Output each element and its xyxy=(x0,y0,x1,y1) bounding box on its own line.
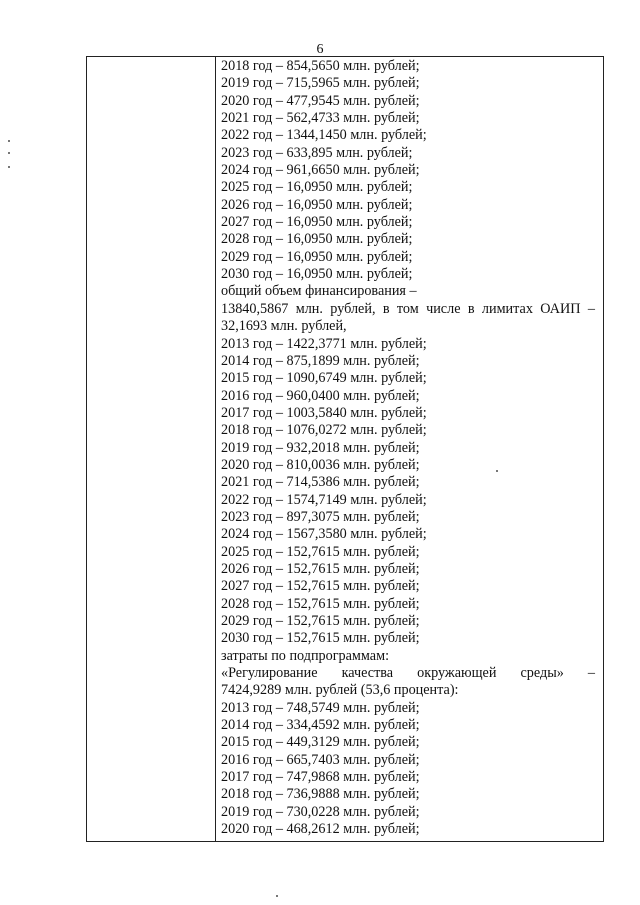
year-amount-line: 2025 год – 152,7615 млн. рублей; xyxy=(221,543,420,560)
year-amount-line: 2018 год – 736,9888 млн. рублей; xyxy=(221,786,420,803)
oaip-amount-line: 32,1693 млн. рублей, xyxy=(221,318,347,335)
year-amount-line: 2019 год – 932,2018 млн. рублей; xyxy=(221,439,420,456)
year-amount-line: 2029 год – 152,7615 млн. рублей; xyxy=(221,613,420,629)
subprograms-heading: затраты по подпрограммам: xyxy=(221,647,390,664)
year-amount-line: 2020 год – 477,9545 млн. рублей; xyxy=(221,92,420,109)
scan-mark xyxy=(276,895,278,897)
year-amount-line: 2022 год – 1574,7149 млн. рублей; xyxy=(221,491,427,508)
year-amount-line: 2030 год – 16,0950 млн. рублей; xyxy=(221,266,413,283)
subprogram-title: «Регулирование качества окружающей среды» – xyxy=(221,665,595,682)
year-amount-line: 2017 год – 1003,5840 млн. рублей; xyxy=(221,404,427,421)
year-amount-line: 2021 год – 714,5386 млн. рублей; xyxy=(221,474,420,491)
year-amount-line: 2013 год – 1422,3771 млн. рублей; xyxy=(221,335,427,352)
scan-mark xyxy=(496,470,498,472)
year-amount-line: 2030 год – 152,7615 млн. рублей; xyxy=(221,630,420,647)
year-amount-line: 2025 год – 16,0950 млн. рублей; xyxy=(221,179,413,196)
year-amount-line: 2014 год – 875,1899 млн. рублей; xyxy=(221,352,420,369)
year-amount-line: 2023 год – 897,3075 млн. рублей; xyxy=(221,508,420,525)
year-amount-line: 2024 год – 1567,3580 млн. рублей; xyxy=(221,526,427,543)
year-amount-line: 2028 год – 152,7615 млн. рублей; xyxy=(221,595,420,612)
year-amount-line: 2022 год – 1344,1450 млн. рублей; xyxy=(221,127,427,144)
page-number: 6 xyxy=(316,42,324,57)
year-amount-line: 2013 год – 748,5749 млн. рублей; xyxy=(221,699,420,716)
year-amount-line: 2029 год – 16,0950 млн. рублей; xyxy=(221,248,413,265)
year-amount-line: 2014 год – 334,4592 млн. рублей; xyxy=(221,717,420,734)
year-amount-line: 2015 год – 1090,6749 млн. рублей; xyxy=(221,370,427,387)
subprogram-total: 7424,9289 млн. рублей (53,6 процента): xyxy=(221,682,459,699)
total-amount-line: 13840,5867 млн. рублей, в том числе в лимитах ОАИП – xyxy=(221,300,595,317)
year-amount-line: 2017 год – 747,9868 млн. рублей; xyxy=(221,769,420,786)
year-amount-line: 2021 год – 562,4733 млн. рублей; xyxy=(221,110,420,127)
scan-mark xyxy=(8,140,10,142)
year-amount-line: 2020 год – 810,0036 млн. рублей; xyxy=(221,456,420,473)
year-amount-line: 2018 год – 1076,0272 млн. рублей; xyxy=(221,422,427,439)
total-heading: общий объем финансирования – xyxy=(221,283,417,300)
year-amount-line: 2015 год – 449,3129 млн. рублей; xyxy=(221,734,420,751)
year-list-c xyxy=(221,700,595,839)
year-amount-line: 2026 год – 152,7615 млн. рублей; xyxy=(221,560,420,577)
column-divider xyxy=(215,57,216,841)
financing-table xyxy=(86,56,604,842)
year-amount-line: 2026 год – 16,0950 млн. рублей; xyxy=(221,196,413,213)
year-amount-line: 2018 год – 854,5650 млн. рублей; xyxy=(221,58,420,74)
year-amount-line: 2016 год – 665,7403 млн. рублей; xyxy=(221,751,420,768)
year-amount-line: 2028 год – 16,0950 млн. рублей; xyxy=(221,231,413,248)
year-list-b xyxy=(221,336,595,648)
year-amount-line: 2027 год – 16,0950 млн. рублей; xyxy=(221,214,413,231)
year-list-a xyxy=(221,58,595,283)
year-amount-line: 2024 год – 961,6650 млн. рублей; xyxy=(221,162,420,179)
year-amount-line: 2023 год – 633,895 млн. рублей; xyxy=(221,144,413,161)
year-amount-line: 2027 год – 152,7615 млн. рублей; xyxy=(221,578,420,595)
scan-mark xyxy=(8,152,10,154)
year-amount-line: 2019 год – 715,5965 млн. рублей; xyxy=(221,75,420,92)
year-amount-line: 2020 год – 468,2612 млн. рублей; xyxy=(221,821,420,838)
scan-mark xyxy=(8,166,10,168)
financing-text-cell xyxy=(221,58,595,838)
year-amount-line: 2019 год – 730,0228 млн. рублей; xyxy=(221,803,420,820)
year-amount-line: 2016 год – 960,0400 млн. рублей; xyxy=(221,387,420,404)
